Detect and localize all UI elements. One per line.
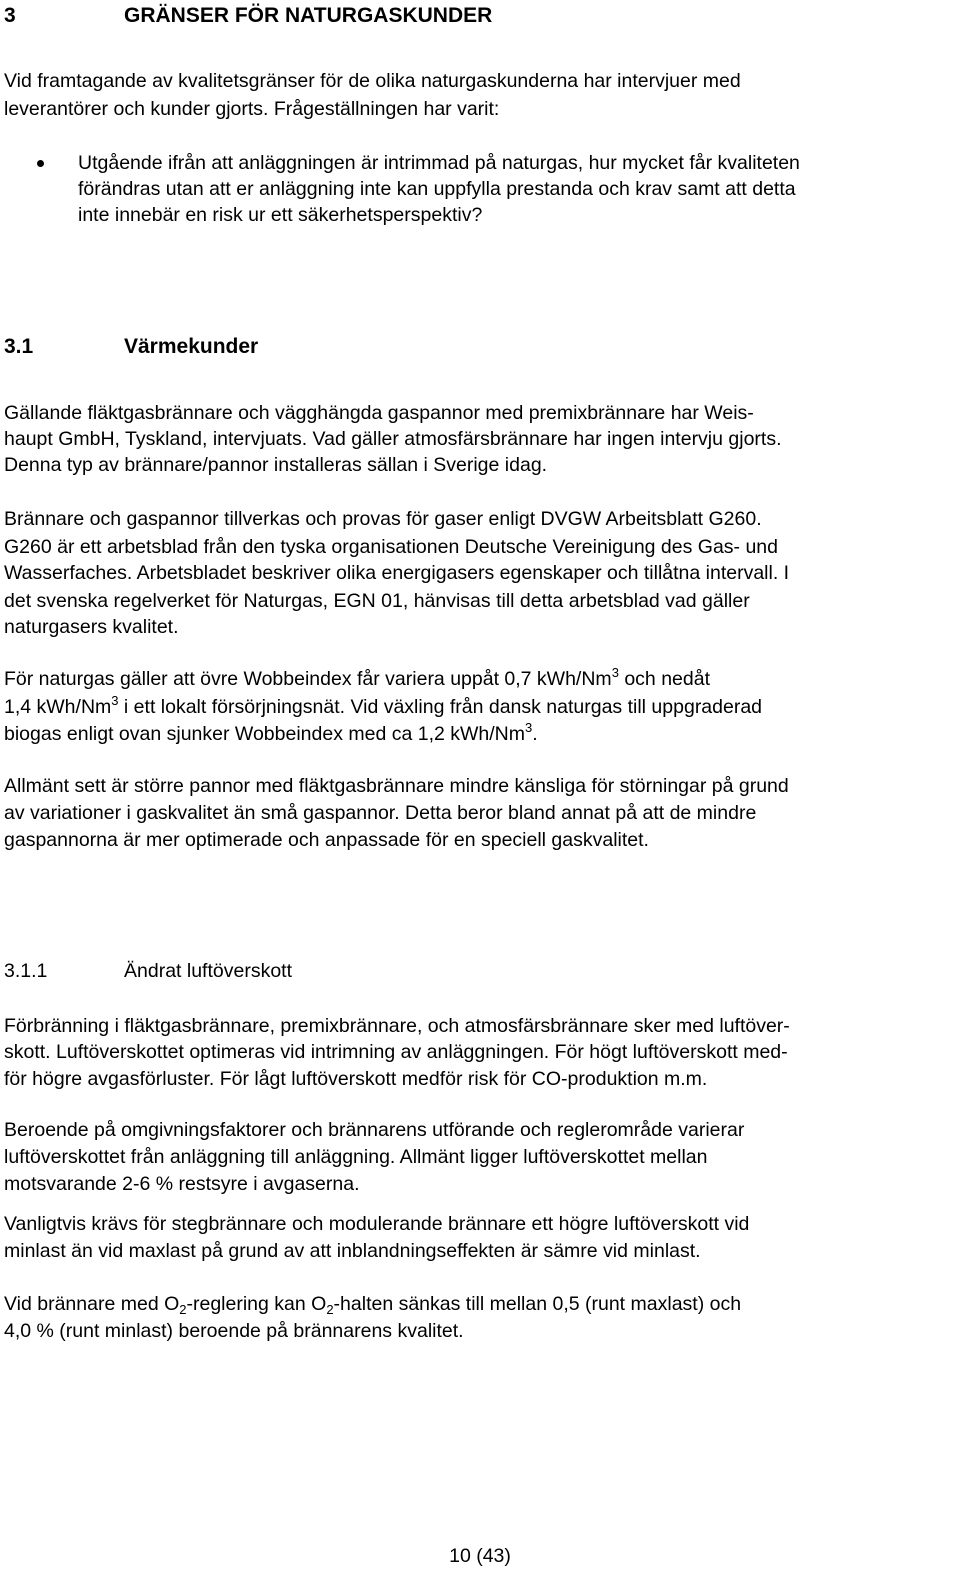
page-number: 10 (43) bbox=[449, 1545, 511, 1567]
bullet-line: inte innebär en risk ur ett säkerhetsperspektiv? bbox=[78, 204, 483, 226]
paragraph-line: Denna typ av brännare/pannor installeras sällan i Sverige idag. bbox=[4, 454, 548, 476]
section-number: 3 bbox=[4, 4, 16, 27]
paragraph-line: Allmänt sett är större pannor med fläktgasbrännare mindre känsliga för störningar på grund bbox=[4, 775, 789, 797]
paragraph-line: luftöverskottet från anläggning till anläggning. Allmänt ligger luftöverskottet mellan bbox=[4, 1146, 708, 1168]
paragraph-line: Vanligtvis krävs för stegbrännare och modulerande brännare ett högre luftöverskott vid bbox=[4, 1213, 750, 1235]
paragraph-line: för högre avgasförluster. För lågt luftöverskott medför risk för CO-produktion m.m. bbox=[4, 1068, 708, 1090]
paragraph-line: leverantörer och kunder gjorts. Frågeställningen har varit: bbox=[4, 98, 500, 120]
paragraph-line: Förbränning i fläktgasbrännare, premixbrännare, och atmosfärsbrännare sker med luftöver- bbox=[4, 1015, 790, 1037]
paragraph-line: Wasserfaches. Arbetsbladet beskriver olika energigasers egenskaper och tillåtna intervall. I bbox=[4, 562, 790, 584]
paragraph-line: gaspannorna är mer optimerade och anpassade för en speciell gaskvalitet. bbox=[4, 829, 649, 851]
paragraph-line: Gällande fläktgasbrännare och vägghängda gaspannor med premixbrännare har Weis- bbox=[4, 402, 754, 424]
paragraph-line: skott. Luftöverskottet optimeras vid intrimning av anläggningen. För högt luftöverskott med- bbox=[4, 1041, 788, 1063]
paragraph-line: G260 är ett arbetsblad från den tyska organisationen Deutsche Vereinigung des Gas- und bbox=[4, 536, 778, 558]
paragraph-line: 1,4 kWh/Nm$^3$ i ett lokalt försörjningsnät. Vid växling från dansk naturgas till uppgraderad bbox=[4, 693, 763, 718]
paragraph-line: Brännare och gaspannor tillverkas och provas för gaser enligt DVGW Arbeitsblatt G260. bbox=[4, 508, 762, 530]
section-title: Ändrat luftöverskott bbox=[124, 960, 292, 982]
section-number: 3.1.1 bbox=[4, 960, 48, 982]
bullet-line: förändras utan att er anläggning inte kan uppfylla prestanda och krav samt att detta bbox=[78, 178, 796, 200]
paragraph-line: biogas enligt ovan sjunker Wobbeindex med ca 1,2 kWh/Nm$^3$. bbox=[4, 720, 538, 745]
paragraph-line: För naturgas gäller att övre Wobbeindex får variera uppåt 0,7 kWh/Nm$^3$ och nedåt bbox=[4, 665, 710, 690]
section-number: 3.1 bbox=[4, 335, 34, 358]
paragraph-line: det svenska regelverket för Naturgas, EGN 01, hänvisas till detta arbetsblad vad gäller bbox=[4, 590, 750, 612]
bullet-icon bbox=[37, 160, 44, 167]
section-title: Värmekunder bbox=[124, 335, 259, 358]
paragraph-line: Beroende på omgivningsfaktorer och brännarens utförande och reglerområde varierar bbox=[4, 1119, 745, 1141]
paragraph-line: naturgasers kvalitet. bbox=[4, 616, 179, 638]
bullet-line: Utgående ifrån att anläggningen är intrimmad på naturgas, hur mycket får kvaliteten bbox=[78, 152, 800, 174]
paragraph-line: Vid brännare med $O_2$-reglering kan $O_2$-halten sänkas till mellan 0,5 (runt maxlast) och bbox=[4, 1293, 742, 1317]
paragraph-line: 4,0 % (runt minlast) beroende på brännarens kvalitet. bbox=[4, 1320, 464, 1342]
paragraph-line: av variationer i gaskvalitet än små gaspannor. Detta beror bland annat på att de mindre bbox=[4, 802, 757, 824]
paragraph-line: motsvarande 2-6 % restsyre i avgaserna. bbox=[4, 1173, 360, 1195]
section-title: GRÄNSER FÖR NATURGASKUNDER bbox=[124, 4, 493, 27]
paragraph-line: haupt GmbH, Tyskland, intervjuats. Vad gäller atmosfärsbrännare har ingen intervju gjorts. bbox=[4, 428, 782, 450]
paragraph-line: minlast än vid maxlast på grund av att inblandningseffekten är sämre vid minlast. bbox=[4, 1240, 701, 1262]
paragraph-line: Vid framtagande av kvalitetsgränser för de olika naturgaskunderna har intervjuer med bbox=[4, 70, 741, 92]
